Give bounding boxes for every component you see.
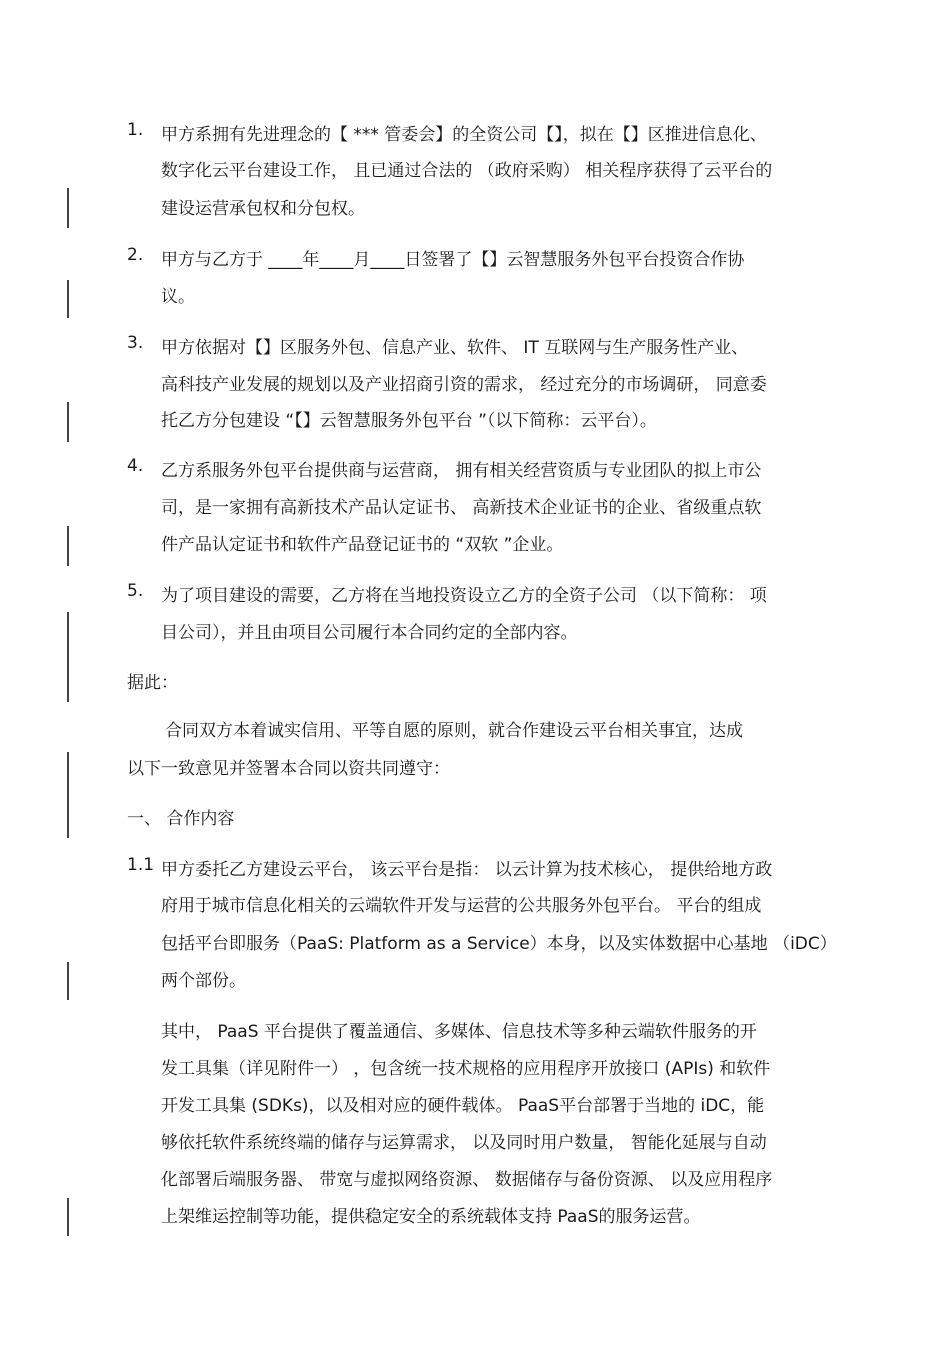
paas-line: 上架维运控制等功能，提供稳定安全的系统载体支持 PaaS的服务运营。	[161, 1207, 701, 1227]
item-text-line: 甲方系拥有先进理念的【 *** 管委会】的全资公司【】，拟在【】区推进信息化、	[161, 125, 767, 145]
revision-bar	[67, 1198, 69, 1236]
revision-bar	[67, 280, 69, 318]
section-heading-text: 一、 合作内容	[127, 809, 235, 829]
clause-text-line: 包括平台即服务（PaaS: Platform as a Service）本身，以及实体数据中心基地 （iDC）	[161, 934, 837, 954]
item-text-line: 议。	[161, 287, 195, 307]
item-number: 2.	[127, 245, 144, 265]
item-number: 1.	[127, 120, 144, 140]
item-text-line: 乙方系服务外包平台提供商与运营商， 拥有相关经营资质与专业团队的拟上市公	[161, 461, 762, 481]
revision-bar	[67, 526, 69, 566]
paas-line: 其中， PaaS 平台提供了覆盖通信、多媒体、信息技术等多种云端软件服务的开	[161, 1022, 757, 1042]
item-number: 4.	[127, 456, 144, 476]
item-text-line: 建设运营承包权和分包权。	[161, 199, 365, 219]
paas-line: 化部署后端服务器、 带宽与虚拟网络资源、 数据储存与备份资源、 以及应用程序	[161, 1170, 773, 1190]
therefore-line: 据此：	[127, 673, 178, 693]
item-text-line: 甲方与乙方于 ____年____月____日签署了【】云智慧服务外包平台投资合作协	[161, 250, 745, 270]
revision-bar	[67, 402, 69, 442]
paas-line: 发工具集（详见附件一） ，包含统一技术规格的应用程序开放接口 (APIs) 和软件	[161, 1059, 771, 1079]
item-number: 3.	[127, 333, 144, 353]
revision-bar	[67, 612, 69, 702]
item-text-line: 高科技产业发展的规划以及产业招商引资的需求， 经过充分的市场调研， 同意委	[161, 375, 767, 395]
item-text-line: 件产品认定证书和软件产品登记证书的 “双软 ”企业。	[161, 535, 564, 555]
revision-bar	[67, 962, 69, 1000]
clause-text-line: 两个部份。	[161, 971, 246, 991]
intro-line: 合同双方本着诚实信用、平等自愿的原则，就合作建设云平台相关事宜，达成	[165, 721, 743, 741]
clause-text-line: 府用于城市信息化相关的云端软件开发与运营的公共服务外包平台。 平台的组成	[161, 896, 762, 916]
clause-text-line: 甲方委托乙方建设云平台， 该云平台是指： 以云计算为技术核心， 提供给地方政	[161, 860, 773, 880]
paas-line: 开发工具集 (SDKs)，以及相对应的硬件载体。 PaaS平台部署于当地的 iDC，能	[161, 1096, 765, 1116]
item-text-line: 司，是一家拥有高新技术产品认定证书、 高新技术企业证书的企业、省级重点软	[161, 498, 762, 518]
item-text-line: 甲方依据对【】区服务外包、信息产业、软件、 IT 互联网与生产服务性产业、	[161, 338, 749, 358]
revision-bar	[67, 188, 69, 228]
item-text-line: 托乙方分包建设 “【】云智慧服务外包平台 ”（以下简称：云平台）。	[161, 411, 657, 431]
intro-line: 以下一致意见并签署本合同以资共同遵守：	[127, 759, 450, 779]
item-text-line: 数字化云平台建设工作， 且已通过合法的 （政府采购） 相关程序获得了云平台的	[161, 161, 773, 181]
item-number: 5.	[127, 581, 144, 601]
item-text-line: 目公司），并且由项目公司履行本合同约定的全部内容。	[161, 623, 578, 643]
revision-bar	[67, 752, 69, 838]
clause-number: 1.1	[127, 855, 155, 875]
paas-line: 够依托软件系统终端的储存与运算需求， 以及同时用户数量， 智能化延展与自动	[161, 1133, 767, 1153]
item-text-line: 为了项目建设的需要，乙方将在当地投资设立乙方的全资子公司 （以下简称： 项	[161, 586, 767, 606]
